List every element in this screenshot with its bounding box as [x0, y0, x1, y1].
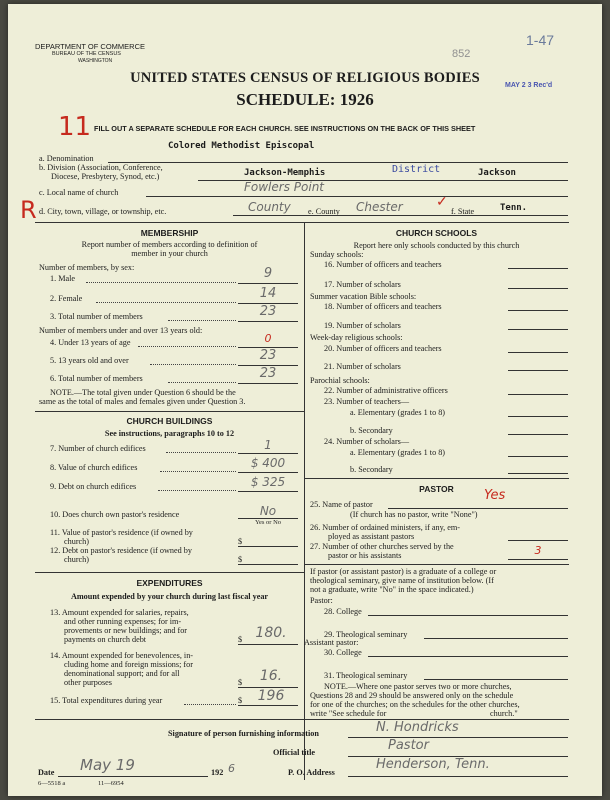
q27-line [508, 559, 568, 560]
q13-line [238, 644, 298, 645]
city-name: WASHINGTON [78, 58, 113, 64]
denomination-label: a. Denomination [39, 154, 94, 163]
q13-label-4: payments on church debt [64, 635, 147, 644]
q9-line [238, 491, 298, 492]
q1-value[interactable]: 9 [263, 266, 273, 281]
q10-hint: Yes or No [254, 519, 282, 526]
college-instr-2: theological seminary, give name of institution below. (If [310, 576, 494, 585]
county-label: e. County [308, 207, 340, 216]
date-value[interactable]: May 19 [80, 756, 135, 774]
q4-label: 4. Under 13 years of age [50, 338, 131, 347]
q13-value[interactable]: 180. [255, 625, 287, 641]
membership-note-2: same as the total of males and females given under Question 3. [39, 397, 246, 406]
local-name-value[interactable]: Fowlers Point [244, 180, 324, 194]
buildings-title: CHURCH BUILDINGS [126, 416, 213, 426]
q2-value[interactable]: 14 [259, 286, 277, 301]
city-value[interactable]: County [248, 200, 291, 214]
expenditures-top-line [35, 572, 304, 573]
q14-label-3: denominational support; and for all [64, 669, 180, 678]
q6-leader [168, 382, 236, 383]
q27-value[interactable]: 3 [534, 544, 542, 557]
membership-title: MEMBERSHIP [140, 228, 199, 238]
received-stamp: MAY 2 3 Rec'd [505, 82, 553, 89]
denomination-line [108, 162, 568, 163]
division-value[interactable]: Jackson-Memphis [244, 168, 326, 178]
instruction-line: FILL OUT A SEPARATE SCHEDULE FOR EACH CHURCH. SEE INSTRUCTIONS ON THE BACK OF THIS SHEET [94, 124, 476, 133]
division-label-2: Diocese, Presbytery, Synod, etc.) [51, 172, 160, 181]
q7-value[interactable]: 1 [264, 438, 272, 452]
q16-label: 16. Number of officers and teachers [324, 260, 442, 269]
q23b-line[interactable] [508, 434, 568, 435]
q29-line[interactable] [424, 638, 568, 639]
q10-value[interactable]: No [259, 504, 277, 518]
schools-title: CHURCH SCHOOLS [395, 228, 478, 238]
q19-label: 19. Number of scholars [324, 321, 401, 330]
q11-label-2: church) [64, 537, 90, 546]
q19-line[interactable] [508, 329, 568, 330]
assistant-sublabel: Assistant pastor: [304, 638, 359, 647]
pastor-sublabel: Pastor: [310, 596, 333, 605]
signature-label: Signature of person furnishing information [168, 729, 319, 738]
district-value[interactable]: Jackson [478, 168, 516, 178]
q3-leader [168, 320, 236, 321]
official-title-label: Official title [273, 748, 316, 757]
signature-line [348, 737, 568, 738]
q8-value[interactable]: $ 400 [250, 456, 286, 470]
red-mark-eleven: 11 [58, 112, 92, 142]
q11-label: 11. Value of pastor's residence (if owned by [50, 528, 193, 537]
q6-value[interactable]: 23 [259, 366, 277, 381]
q5-label: 5. 13 years old and over [50, 356, 129, 365]
q24a-line[interactable] [508, 456, 568, 457]
q28-label: 28. College [324, 607, 362, 616]
state-label: f. State [451, 207, 475, 216]
q6-line [238, 383, 298, 384]
department-name: DEPARTMENT OF COMMERCE [35, 42, 146, 51]
q14-dollar: $ [238, 678, 243, 687]
q23b-label: b. Secondary [350, 426, 393, 435]
q8-line [238, 472, 298, 473]
q27-label-2: pastor or his assistants [328, 551, 402, 560]
date-line [58, 776, 208, 777]
age-intro-label: Number of members under and over 13 years old: [39, 326, 203, 335]
bureau-name: BUREAU OF THE CENSUS [52, 51, 121, 57]
q23a-line[interactable] [508, 416, 568, 417]
q4-value[interactable]: 0 [264, 332, 272, 345]
serial-number: 852 [452, 48, 471, 60]
q15-dollar: $ [238, 696, 243, 705]
q14-label-2: cluding home and foreign missions; for [64, 660, 193, 669]
q25-hint: (If church has no pastor, write "None") [350, 510, 478, 519]
college-instr-1: If pastor (or assistant pastor) is a graduate of a college or [310, 567, 497, 576]
state-value[interactable]: Tenn. [500, 203, 528, 213]
q25-line [388, 508, 568, 509]
q28-line[interactable] [368, 615, 568, 616]
q26-label: 26. Number of ordained ministers, if any, em- [310, 523, 460, 532]
division-label: b. Division (Association, Conference, [39, 163, 163, 172]
membership-intro-2: member in your church [131, 249, 208, 258]
q1-label: 1. Male [50, 274, 76, 283]
q18-line[interactable] [508, 310, 568, 311]
pastor-top-line [304, 478, 569, 479]
corner-number: 1-47 [526, 32, 555, 48]
county-value[interactable]: Chester [356, 200, 403, 214]
pastor-note-5: church." [490, 709, 518, 718]
pastor-note-4: write "See schedule for [310, 709, 387, 718]
q17-label: 17. Number of scholars [324, 280, 401, 289]
q21-label: 21. Number of scholars [324, 362, 401, 371]
q31-line[interactable] [424, 679, 568, 680]
po-address-line [348, 776, 568, 777]
pastor-title: PASTOR [419, 484, 454, 494]
q30-label: 30. College [324, 648, 362, 657]
red-mark-r: R [20, 196, 37, 224]
q12-line[interactable] [238, 564, 298, 565]
q3-value[interactable]: 23 [259, 304, 277, 319]
q24a-label: a. Elementary (grades 1 to 8) [350, 448, 446, 457]
official-title-value[interactable]: Pastor [388, 738, 429, 753]
q22-label: 22. Number of administrative officers [324, 386, 448, 395]
year-digit[interactable]: 6 [228, 762, 235, 775]
q7-line [238, 453, 298, 454]
q3-line [238, 321, 298, 322]
frame-top-line [35, 222, 569, 223]
po-address-label: P. O. Address [288, 768, 335, 777]
q12-label: 12. Debt on pastor's residence (if owned by [50, 546, 192, 555]
po-address-value[interactable]: Henderson, Tenn. [376, 757, 490, 772]
q27-label: 27. Number of other churches served by the [310, 542, 454, 551]
q20-line[interactable] [508, 352, 568, 353]
q23-label: 23. Number of teachers— [324, 397, 410, 406]
summer-label: Summer vacation Bible schools: [310, 292, 417, 301]
q15-leader [184, 704, 236, 705]
pastor-note-2: Questions 28 and 29 should be answered only on the schedule [310, 691, 514, 700]
local-name-line [146, 196, 568, 197]
expenditures-title: EXPENDITURES [136, 578, 203, 588]
schedule-year: SCHEDULE: 1926 [236, 90, 374, 109]
schools-intro: Report here only schools conducted by this church [353, 241, 520, 250]
page-title: UNITED STATES CENSUS OF RELIGIOUS BODIES [130, 70, 480, 86]
q3-label: 3. Total number of members [50, 312, 143, 321]
q10-label: 10. Does church own pastor's residence [50, 510, 180, 519]
q11-line[interactable] [238, 546, 298, 547]
college-instr-3: not a graduate, write "No" in the space indicated.) [310, 585, 474, 594]
q6-label: 6. Total number of members [50, 374, 143, 383]
q13-label-2: and other running expenses; for im- [64, 617, 182, 626]
city-label: d. City, town, village, or township, etc. [39, 207, 167, 216]
by-sex-label: Number of members, by sex: [39, 263, 135, 272]
q7-label: 7. Number of church edifices [50, 444, 146, 453]
buildings-top-line [35, 411, 304, 412]
q26-line[interactable] [508, 540, 568, 541]
membership-intro-1: Report number of members according to definition of [81, 240, 258, 249]
q31-label: 31. Theological seminary [324, 671, 408, 680]
form-number: 6—5518 a [38, 780, 66, 787]
q8-label: 8. Value of church edifices [50, 463, 138, 472]
local-name-label: c. Local name of church [39, 188, 119, 197]
weekday-label: Week-day religious schools: [310, 333, 403, 342]
expenditures-intro: Amount expended by your church during last fiscal year [70, 592, 269, 601]
q11-dollar: $ [238, 537, 243, 546]
q13-dollar: $ [238, 635, 243, 644]
print-number: 11—6954 [98, 780, 124, 787]
q9-value[interactable]: $ 325 [250, 475, 286, 489]
q30-line[interactable] [368, 656, 568, 657]
q21-line[interactable] [508, 370, 568, 371]
q14-label: 14. Amount expended for benevolences, in- [50, 651, 194, 660]
date-label: Date [38, 768, 55, 777]
q1-line [238, 283, 298, 284]
q18-label: 18. Number of officers and teachers [324, 302, 442, 311]
frame-bottom-line [35, 719, 569, 720]
denomination-value[interactable]: Colored Methodist Episcopal [168, 141, 315, 151]
membership-note-1: NOTE.—The total given under Question 6 should be the [50, 388, 236, 397]
q23a-label: a. Elementary (grades 1 to 8) [350, 408, 446, 417]
pastor-note-3: for one of the churches; on the schedules for the other churches, [310, 700, 520, 709]
city-line [233, 215, 568, 216]
q8-leader [160, 471, 236, 472]
q24-label: 24. Number of scholars— [324, 437, 410, 446]
q17-line[interactable] [508, 288, 568, 289]
q22-line[interactable] [508, 394, 568, 395]
census-schedule-sheet [8, 4, 602, 796]
college-top-line [304, 564, 569, 565]
year-label: 192 [211, 768, 224, 777]
parochial-label: Parochial schools: [310, 376, 370, 385]
q9-leader [158, 490, 236, 491]
q5-leader [150, 364, 236, 365]
q9-label: 9. Debt on church edifices [50, 482, 137, 491]
column-divider [304, 222, 305, 780]
q15-value[interactable]: 196 [257, 688, 285, 704]
q26-label-2: ployed as assistant pastors [328, 532, 415, 541]
q25-label: 25. Name of pastor [310, 500, 373, 509]
q1-leader [86, 282, 236, 283]
q4-leader [138, 346, 236, 347]
sunday-label: Sunday schools: [310, 250, 364, 259]
q12-label-2: church) [64, 555, 90, 564]
q15-label: 15. Total expenditures during year [50, 696, 163, 705]
signature-value[interactable]: N. Hondricks [376, 720, 459, 735]
q2-label: 2. Female [50, 294, 83, 303]
q25-value[interactable]: Yes [484, 488, 506, 503]
pastor-note-1: NOTE.—Where one pastor serves two or more churches, [324, 682, 512, 691]
q7-leader [166, 452, 236, 453]
q16-line[interactable] [508, 268, 568, 269]
q15-line [238, 705, 298, 706]
q24b-line[interactable] [508, 473, 568, 474]
q14-label-4: other purposes [64, 678, 112, 687]
q2-leader [96, 302, 236, 303]
q29-label: 29. Theological seminary [324, 630, 408, 639]
buildings-sub: See instructions, paragraphs 10 to 12 [104, 429, 235, 438]
q20-label: 20. Number of officers and teachers [324, 344, 442, 353]
q13-label: 13. Amount expended for salaries, repairs, [50, 608, 189, 617]
q5-value[interactable]: 23 [259, 348, 277, 363]
district-label: District [392, 164, 441, 175]
red-check-mark: ✓ [436, 195, 448, 210]
q24b-label: b. Secondary [350, 465, 393, 474]
q14-value[interactable]: 16. [259, 668, 283, 684]
q12-dollar: $ [238, 555, 243, 564]
q13-label-3: provements or new buildings; and for [64, 626, 188, 635]
